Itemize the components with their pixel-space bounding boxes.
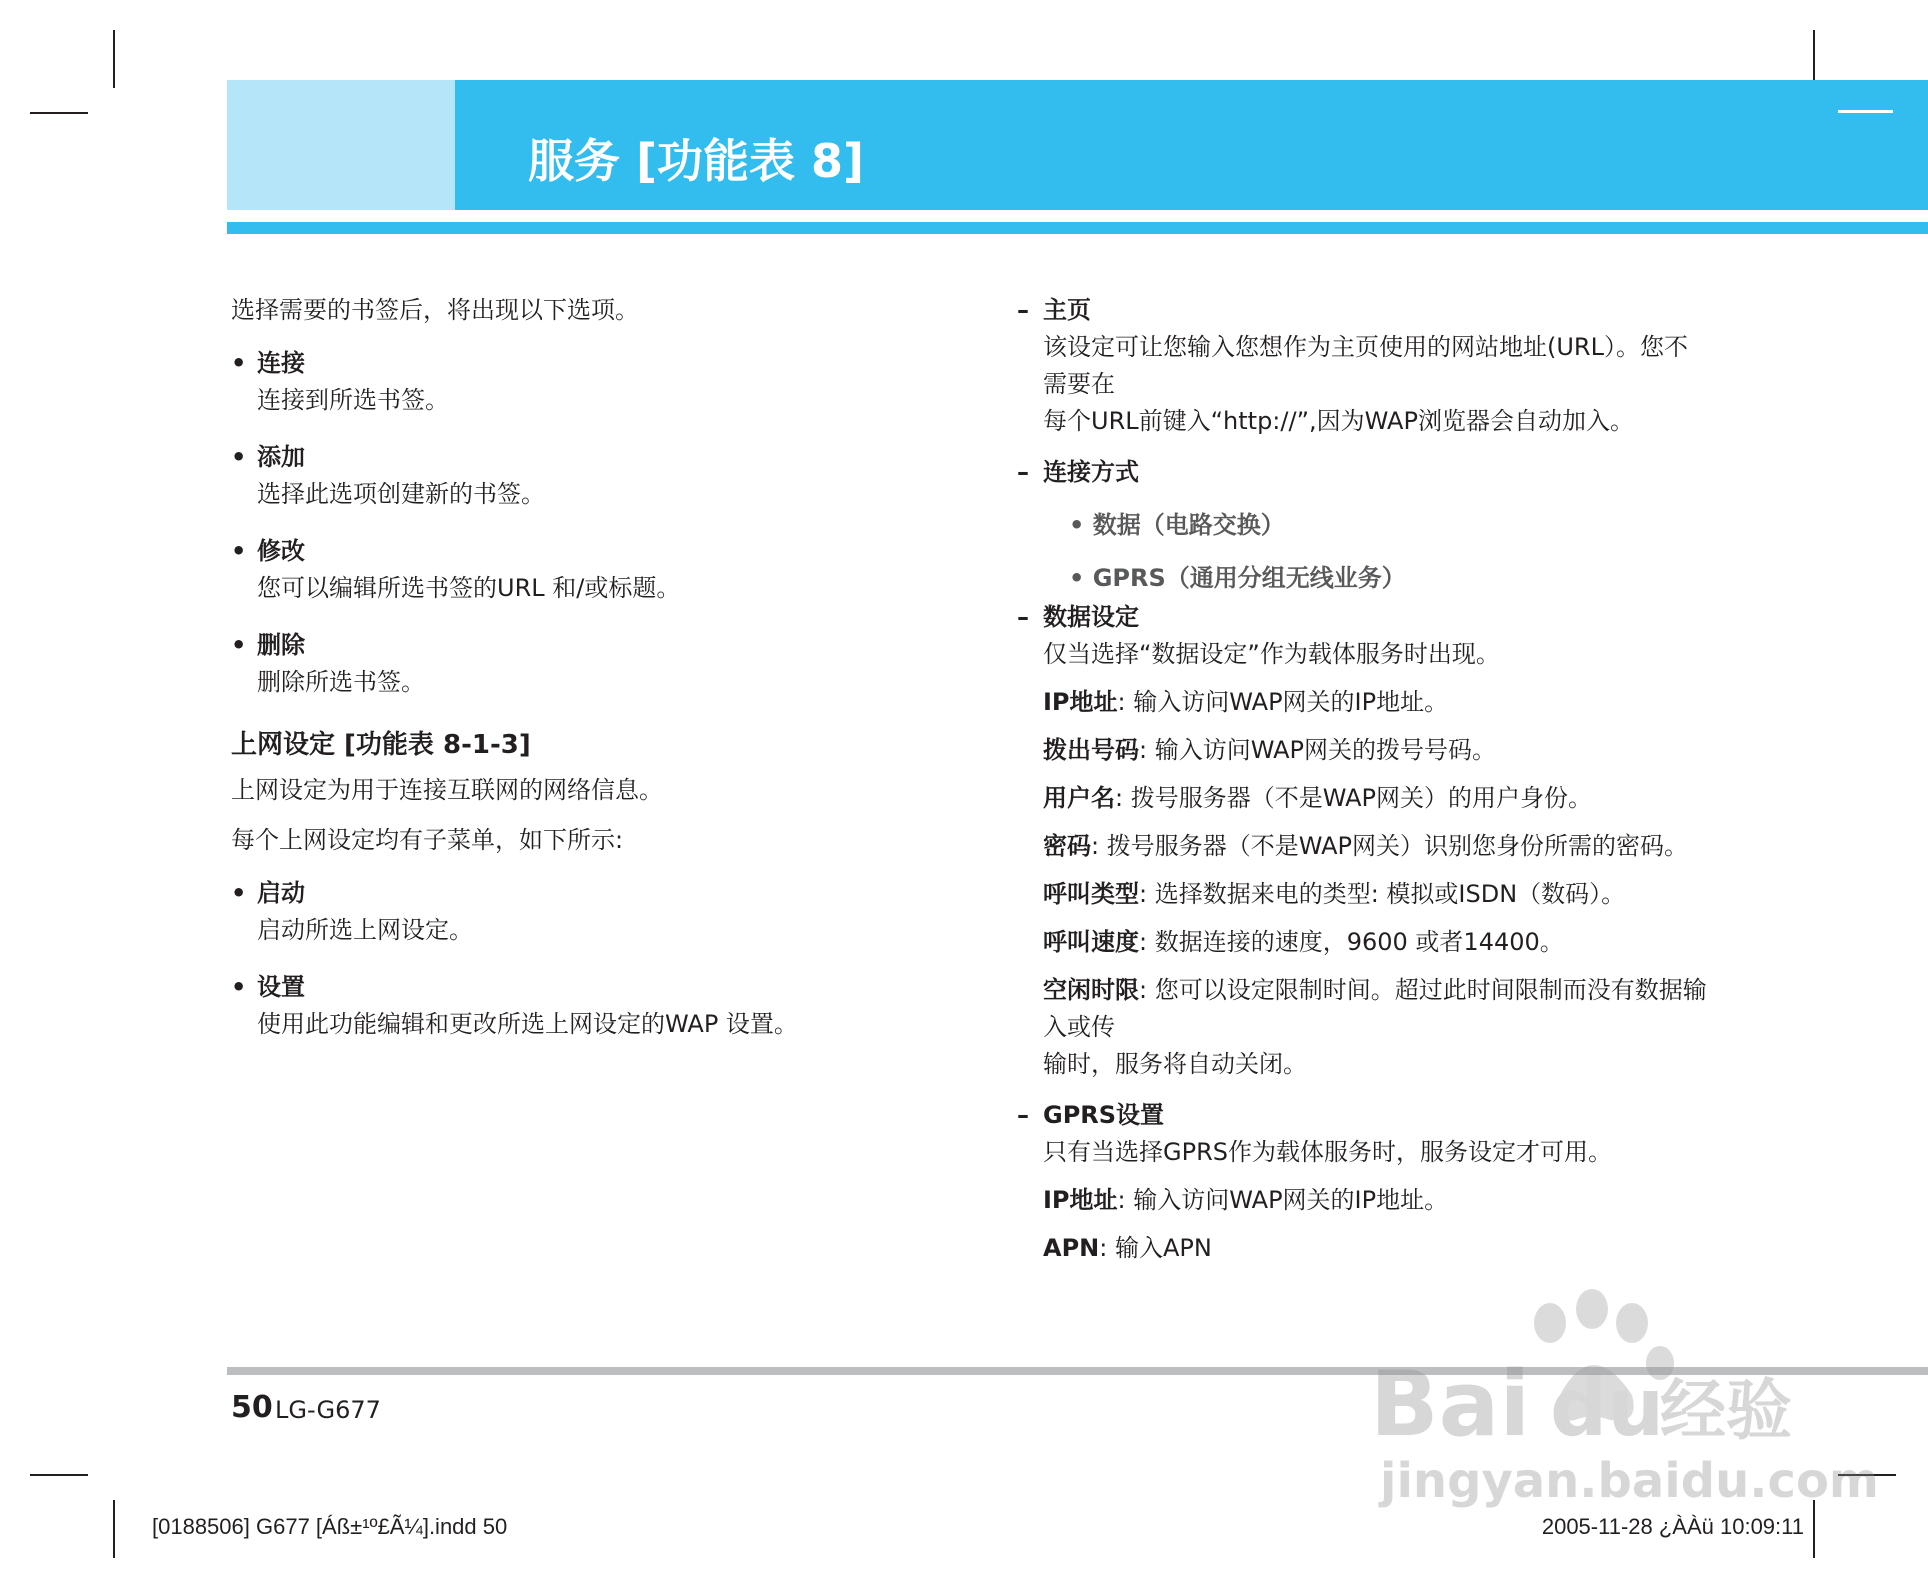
bullet-icon: • xyxy=(231,973,247,1001)
setting-desc: 该设定可让您输入您想作为主页使用的网站地址(URL）。您不需要在 xyxy=(1043,333,1688,398)
field-key: 用户名 xyxy=(1043,784,1115,812)
field-value: : 数据连接的速度，9600 或者14400。 xyxy=(1139,928,1564,956)
print-slug-date: 2005-11-28 ¿ÀÀü 10:09:11 xyxy=(1541,1514,1804,1539)
list-item xyxy=(231,969,991,1043)
list-item xyxy=(231,345,991,419)
setting-desc: 只有当选择GPRS作为载体服务时，服务设定才可用。 xyxy=(1043,1138,1612,1166)
watermark xyxy=(1370,1285,1879,1515)
bullet-icon: • xyxy=(231,879,247,907)
setting-gprs xyxy=(1017,1097,1707,1267)
crop-mark xyxy=(30,1474,88,1476)
option-label: 修改 xyxy=(257,537,305,565)
option-label: 启动 xyxy=(257,879,305,907)
list-item xyxy=(231,439,991,513)
mode-option-label: 数据（电路交换） xyxy=(1092,511,1285,539)
field-key: 呼叫速度 xyxy=(1043,928,1139,956)
option-desc: 使用此功能编辑和更改所选上网设定的WAP 设置。 xyxy=(257,1010,798,1038)
print-slug-file: [0188506] G677 [Áß±¹º£Ã¼].indd 50 xyxy=(152,1514,508,1539)
field-key: 密码 xyxy=(1043,832,1091,860)
watermark-brand: Bai xyxy=(1370,1352,1531,1457)
page-title: 服务 [功能表 8] xyxy=(528,134,865,188)
field-value: : 选择数据来电的类型: 模拟或ISDN（数码）。 xyxy=(1139,880,1626,908)
watermark-cn: 经验 xyxy=(1660,1372,1792,1449)
section-heading: 上网设定 [功能表 8-1-3] xyxy=(231,730,531,760)
field-value: : 输入APN xyxy=(1099,1234,1212,1262)
list-item xyxy=(231,875,991,949)
field-row xyxy=(1043,732,1707,769)
field-value: : 输入访问WAP网关的IP地址。 xyxy=(1117,688,1449,716)
setting-label: 主页 xyxy=(1043,296,1091,324)
crop-mark xyxy=(30,112,88,114)
mode-option: • GPRS（通用分组无线业务） xyxy=(1069,564,1406,592)
list-item xyxy=(231,627,991,701)
setting-desc: 仅当选择“数据设定”作为载体服务时出现。 xyxy=(1043,640,1500,668)
field-value: : 您可以设定限制时间。超过此时间限制而没有数据输入或传 xyxy=(1043,976,1707,1041)
bullet-icon: • xyxy=(231,349,247,377)
option-desc: 删除所选书签。 xyxy=(257,668,425,696)
bullet-icon: • xyxy=(231,537,247,565)
field-row xyxy=(1043,876,1707,913)
dash-icon: – xyxy=(1017,458,1029,486)
mode-option-label: GPRS（通用分组无线业务） xyxy=(1092,564,1406,592)
header-banner-light xyxy=(227,80,455,210)
banner-notch xyxy=(1838,110,1893,113)
field-key: IP地址 xyxy=(1043,688,1118,716)
setting-label: 连接方式 xyxy=(1043,458,1139,486)
intro-text: 选择需要的书签后，将出现以下选项。 xyxy=(231,296,639,324)
field-value-cont: 输时，服务将自动关闭。 xyxy=(1043,1050,1307,1078)
field-key: 拨出号码 xyxy=(1043,736,1139,764)
dash-icon: – xyxy=(1017,1101,1029,1129)
watermark-brand-du: du xyxy=(1550,1361,1665,1454)
option-desc: 您可以编辑所选书签的URL 和/或标题。 xyxy=(257,574,681,602)
mode-option: • 数据（电路交换） xyxy=(1069,511,1285,539)
option-label: 设置 xyxy=(257,973,305,1001)
right-column xyxy=(1017,292,1707,1267)
field-value: : 输入访问WAP网关的拨号号码。 xyxy=(1139,736,1497,764)
setting-homepage xyxy=(1017,292,1707,440)
option-desc: 启动所选上网设定。 xyxy=(257,916,473,944)
section-text: 上网设定为用于连接互联网的网络信息。 xyxy=(231,776,663,804)
field-value: : 拨号服务器（不是WAP网关）识别您身份所需的密码。 xyxy=(1091,832,1689,860)
field-row xyxy=(1043,1182,1707,1219)
section-text: 每个上网设定均有子菜单，如下所示: xyxy=(231,826,624,854)
field-row xyxy=(1043,828,1707,865)
option-label: 添加 xyxy=(257,443,305,471)
setting-label: GPRS设置 xyxy=(1043,1101,1165,1129)
field-value: : 拨号服务器（不是WAP网关）的用户身份。 xyxy=(1115,784,1593,812)
field-key: 呼叫类型 xyxy=(1043,880,1139,908)
field-key: APN xyxy=(1043,1234,1100,1262)
page-number: 50 xyxy=(231,1390,273,1425)
bullet-icon: • xyxy=(231,443,247,471)
option-desc: 选择此选项创建新的书签。 xyxy=(257,480,545,508)
option-label: 连接 xyxy=(257,349,305,377)
crop-mark xyxy=(113,30,115,88)
dash-icon: – xyxy=(1017,296,1029,324)
list-item xyxy=(231,533,991,607)
setting-data xyxy=(1017,599,1707,1083)
option-label: 删除 xyxy=(257,631,305,659)
setting-connection-mode xyxy=(1017,454,1707,597)
field-row xyxy=(1043,924,1707,961)
setting-label: 数据设定 xyxy=(1043,603,1139,631)
header-rule xyxy=(227,222,1928,234)
field-row xyxy=(1043,684,1707,721)
setting-desc: 每个URL前键入“http://”,因为WAP浏览器会自动加入。 xyxy=(1043,407,1634,435)
field-key: IP地址 xyxy=(1043,1186,1118,1214)
field-key: 空闲时限 xyxy=(1043,976,1139,1004)
field-row xyxy=(1043,780,1707,817)
field-row xyxy=(1043,972,1707,1046)
field-value: : 输入访问WAP网关的IP地址。 xyxy=(1117,1186,1449,1214)
dash-icon: – xyxy=(1017,603,1029,631)
crop-mark xyxy=(113,1500,115,1558)
bullet-icon: • xyxy=(231,631,247,659)
field-row xyxy=(1043,1230,1707,1267)
watermark-url: jingyan.baidu.com xyxy=(1380,1453,1879,1509)
model-name: LG-G677 xyxy=(275,1396,381,1424)
option-desc: 连接到所选书签。 xyxy=(257,386,449,414)
left-column xyxy=(231,292,991,1043)
